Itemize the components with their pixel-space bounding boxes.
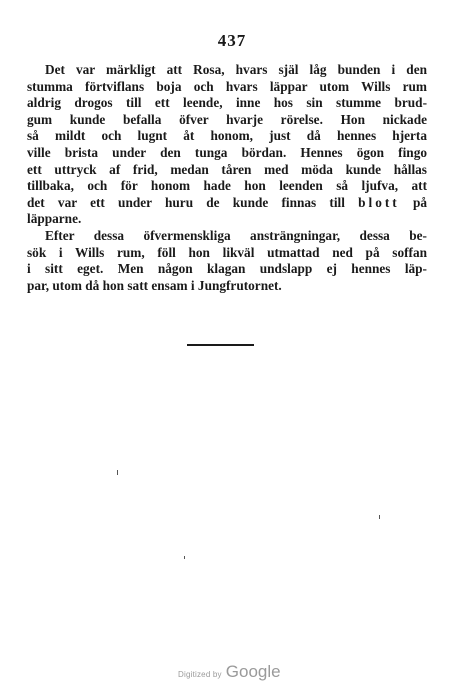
section-divider-rule <box>187 344 254 346</box>
text-line: Det var märkligt att Rosa, hvars själ låg bunden i den <box>45 62 427 77</box>
text-line: par, utom då hon satt ensam i Jungfrutornet. <box>27 277 282 293</box>
page-number: 437 <box>217 31 247 50</box>
watermark-logo-text: Google <box>225 662 281 681</box>
watermark-prefix: Digitized by <box>178 670 222 679</box>
text-line: ett uttryck af frid, medan tåren med möda kunde hållas <box>27 161 427 177</box>
spaced-emphasis-word: blott <box>358 194 400 210</box>
text-fragment: på <box>412 194 427 210</box>
text-fragment: det var ett under huru de kunde finnas till <box>27 194 345 210</box>
paper-speck <box>379 515 380 519</box>
text-line: i sitt eget. Men någon klagan undslapp ej hennes läp- <box>27 261 427 277</box>
paper-speck <box>184 556 185 559</box>
text-line-emphasis <box>27 195 427 212</box>
text-line: tillbaka, och för honom hade hon leenden så ljufva, att <box>27 178 427 194</box>
text-line: läpparne. <box>27 211 82 227</box>
paper-speck <box>117 470 118 475</box>
text-line: gum kunde befalla öfver hvarje rörelse. Hon nickade <box>27 111 427 127</box>
text-line: så mildt och lugnt åt honom, just då hennes hjerta <box>27 128 427 144</box>
text-line: aldrig drogos till ett leende, inne hos sin stumme brud- <box>27 95 427 111</box>
digitization-watermark <box>178 662 281 682</box>
text-line: ville brista under den tunga bördan. Hennes ögon fingo <box>27 144 427 160</box>
body-text <box>27 62 427 294</box>
text-line: sök i Wills rum, föll hon likväl utmattad ned på soffan <box>27 244 427 260</box>
text-line: Efter dessa öfvermenskliga ansträngningar, dessa be- <box>45 227 427 243</box>
text-line: stumma förtviflans boja och hvars läppar utom Wills rum <box>27 78 427 94</box>
